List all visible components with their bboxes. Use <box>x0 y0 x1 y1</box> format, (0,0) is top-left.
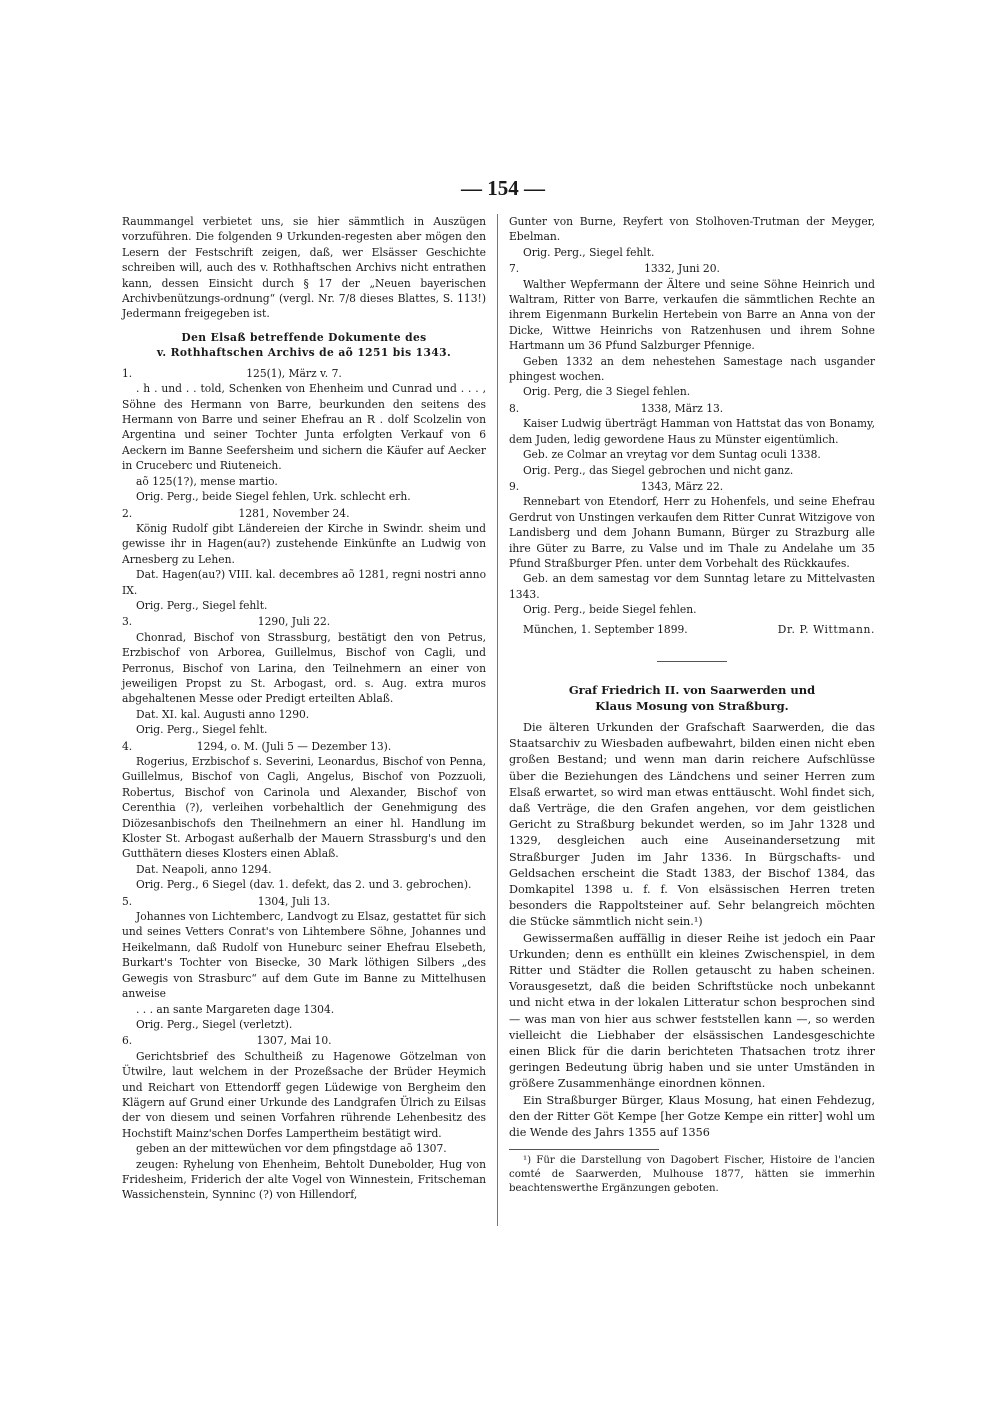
entry-number: 6. <box>122 1034 133 1048</box>
entry-date: 1338, März 13. <box>640 401 724 415</box>
entry-header <box>122 1033 486 1048</box>
document-entry <box>509 261 875 400</box>
entry-dating: geben an der mittewüchen vor dem pfingstdage aõ 1307. <box>136 1142 447 1156</box>
entry-regest: Chonrad, Bischof von Strassburg, bestätigt den von Petrus, Erzbischof von Arborea, Guillelmus, Bischof von Cagli, und Perronus, Bischof von Larina, den Teilnehmern an einer von jeweiligen Propst zu St. Arbogast, ord. s. Aug. extra muros abgehaltenen Messe oder Predigt erteilten Ablaß. <box>122 630 486 706</box>
entry-number: 2. <box>122 506 133 520</box>
entry-original-note: Orig. Perg., Siegel fehlt. <box>136 598 268 612</box>
intro-paragraph: Raummangel verbietet uns, sie hier sämmtlich in Auszügen vorzuführen. Die folgenden 9 Urkunden-regesten aber mögen den Lesern der Festschrift zeigen, daß, wer Elsässer Geschichte schreiben will, auch des v. Rothhaftschen Archivs nicht entrathen kann, dessen Einsicht durch § 17 der „Neuen bayerischen Archivbenützungs-ordnung“ (vergl. Nr. 7/8 dieses Blattes, S. 113!) Jedermann freigegeben ist. <box>122 215 486 321</box>
article-paragraph: Ein Straßburger Bürger, Klaus Mosung, hat einen Fehdezug, den der Ritter Göt Kempe [her Gotze Kempe ein ritter] wohl um die Wende des Jahrs 1355 auf 1356 <box>509 1093 875 1140</box>
article-title-line-2: Klaus Mosung von Straßburg. <box>595 698 789 713</box>
entry-original-note: Orig. Perg., das Siegel gebrochen und nicht ganz. <box>523 463 794 477</box>
right-column <box>509 214 875 1196</box>
document-entry <box>122 506 486 614</box>
entry-regest: Gerichtsbrief des Schultheiß zu Hagenowe Götzelman von Ütwilre, laut welchem in der Prozeßsache der Brüder Heymich und Reichart von Ettendorff gegen Lüdewige von Bergheim den Klägern auf Grund einer Urkunde des Landgrafen Ülrich zu Eilsas der von diesem und seinen Vorfahren rührende Lehenbesitz des Hochstift Mainz'schen Dorfes Lampertheim bestätigt wird. <box>122 1049 486 1140</box>
entry-number: 8. <box>509 401 520 415</box>
entry-regest: Johannes von Lichtemberc, Landvogt zu Elsaz, gestattet für sich und seines Vetters Conrat's von Lihtembere Söhne, Johannes und Heikelmann, daß Rudolf von Huneburc seiner Ehefrau Elsebeth, Burkart's Tochter von Bisecke, 30 Mark löthigen Silbers „des Gewegis von Strasburc“ auf dem Gute im Banne zu Mittelhusen anweise <box>122 910 486 1001</box>
entry-header <box>509 401 875 416</box>
left-column <box>122 214 486 1203</box>
article-paragraph: Gewissermaßen auffällig in dieser Reihe ist jedoch ein Paar Urkunden; denn es enthüllt ein kleines Zwischenspiel, in dem Ritter und Städter die Rollen getauscht zu haben scheinen. Vorausgesetzt, daß die beiden Schriftstücke noch unbekannt und nicht etwa in der lokalen Litteratur schon besprochen sind — was man von hier aus schwer feststellen kann —, so werden vielleicht die Liebhaber der elsässischen Landesgeschichte einen Blick für die darin berichteten Thatsachen trotz ihrer geringen Bedeutung übrig haben und sie unter Umständen in größere Zusammenhänge einordnen können. <box>509 931 875 1091</box>
entry-original-note: Orig. Perg., 6 Siegel (dav. 1. defekt, das 2. und 3. gebrochen). <box>136 878 472 892</box>
document-entry <box>122 894 486 1033</box>
entry-header <box>122 614 486 629</box>
entry-header <box>122 739 486 754</box>
entry-original-note: Orig. Perg., beide Siegel fehlen. <box>523 603 697 617</box>
entry-regest: König Rudolf gibt Ländereien der Kirche in Swindr. sheim und gewisse ihr in Hagen(au?) zustehende Einkünfte an Ludwig von Arnesberg zu Lehen. <box>122 521 486 566</box>
entry-header <box>509 261 875 276</box>
entry-header <box>509 479 875 494</box>
entry-date: 1332, Juni 20. <box>644 262 720 276</box>
entry-regest: . h . und . . told, Schenken von Ehenheim und Cunrad und . . . , Söhne des Hermann von Barre, beurkunden den seitens des Hermann von Barre und seiner Ehefrau an R . dolf Scolzelin von Argentina und seiner Tochter Junta erfolgten Verkauf von 6 Aeckern im Banne Seefersheim und sichern die Käufer auf Aecker in Cruceberc und Riuteneich. <box>122 382 486 473</box>
entry-number: 5. <box>122 894 133 908</box>
section-title-line-1: Den Elsaß betreffende Dokumente des <box>181 330 427 344</box>
page-number: — 154 — <box>461 176 545 200</box>
footnote-rule <box>509 1149 659 1150</box>
entry-original-note: Orig. Perg, die 3 Siegel fehlen. <box>523 385 691 399</box>
entry-witnesses: zeugen: Ryhelung von Ehenheim, Behtolt Dunebolder, Hug von Fridesheim, Friderich der alte Vogel von Winnestein, Fritscheman Wassichenstein, Synninc (?) von Hillendorf, <box>122 1157 486 1202</box>
article-title <box>509 682 875 714</box>
entry-header <box>122 506 486 521</box>
article-paragraph: Die älteren Urkunden der Grafschaft Saarwerden, die das Staatsarchiv zu Wiesbaden aufbewahrt, bilden einen nicht eben großen Bestand; und wenn man darin reichere Aufschlüsse über die Beziehungen des Ländchens und seiner Herren zum Elsaß erwartet, so wird man etwas enttäuscht. Wohl findet sich, daß Verträge, die den Grafen angehen, vor dem geistlichen Gericht zu Straßburg bekundet werden, so im Jahr 1328 und 1329, desgleichen auch eine Auseinandersetzung mit Straßburger Juden im Jahr 1336. In Bürgschafts- und Geldsachen erscheint die Stadt 1383, der Bischof 1384, das Domkapitel 1398 u. f. f. Von elsässischen Herren treten besonders die Rappoltsteiner auf. Sehr belangreich möchten die Stücke sämmtlich nicht sein.¹) <box>509 720 875 929</box>
document-entry <box>509 401 875 478</box>
entry-original-note: Orig. Perg., beide Siegel fehlen, Urk. schlecht erh. <box>136 490 411 504</box>
entry-number: 4. <box>122 739 133 753</box>
entry-original-note: Orig. Perg., Siegel fehlt. <box>136 723 268 737</box>
article-title-line-1: Graf Friedrich II. von Saarwerden und <box>568 682 816 697</box>
entry-date: 1294, o. M. (Juli 5 — Dezember 13). <box>196 739 392 753</box>
signature-line <box>509 622 875 637</box>
entry-regest: Rennebart von Etendorf, Herr zu Hohenfels, und seine Ehefrau Gerdrut von Unstingen verkaufen dem Ritter Cunrat Witzigove von Landisberg und dem Johann Bumann, Bürger zu Strazburg alle ihre Güter zu Barre, zu Valse und im Thale zu Andelahe um 35 Pfund Straßburger Pfen. unter dem Vorbehalt des Rückkaufes. <box>509 495 875 570</box>
entry-original-note: Orig. Perg., Siegel fehlt. <box>523 245 655 259</box>
entry-dating: Geb. an dem samestag vor dem Sunntag letare zu Mittelvasten 1343. <box>509 572 875 601</box>
document-entry <box>122 614 486 737</box>
entry-date: 1290, Juli 22. <box>257 615 331 629</box>
entry-dating: aõ 125(1?), mense martio. <box>136 474 278 488</box>
entry-dating: Geb. ze Colmar an vreytag vor dem Suntag oculi 1338. <box>523 448 821 462</box>
document-entry <box>122 739 486 893</box>
section-title <box>122 330 486 360</box>
entry-dating: Dat. XI. kal. Augusti anno 1290. <box>136 707 310 721</box>
entry-regest: Rogerius, Erzbischof s. Severini, Leonardus, Bischof von Penna, Guillelmus, Bischof von Cagli, Angelus, Bischof von Pozzuoli, Robertus, Bischof von Carinola und Alexander, Bischof von Cerenthia (?), verleihen vorbehaltlich der Genehmigung des Diözesanbischofs den Theilnehmern an einer hl. Handlung im Kloster St. Arbogast außerhalb der Mauern Strassburg's und den Gutthätern dieses Klosters einen Ablaß. <box>122 755 486 861</box>
entry-dating: . . . an sante Margareten dage 1304. <box>136 1002 335 1016</box>
continuation-text: Gunter von Burne, Reyfert von Stolhoven-Trutman der Meyger, Ebelman. <box>509 215 875 244</box>
entry-date: 1343, März 22. <box>640 479 724 493</box>
document-entry <box>122 366 486 505</box>
entry-number: 1. <box>122 366 133 380</box>
section-rule <box>657 661 727 662</box>
entry-number: 3. <box>122 615 133 629</box>
entry-header <box>122 366 486 381</box>
entry-header <box>122 894 486 909</box>
document-entry <box>122 1033 486 1202</box>
entry-original-note: Orig. Perg., Siegel (verletzt). <box>136 1017 293 1031</box>
column-divider <box>497 214 498 1226</box>
entry-number: 9. <box>509 479 520 493</box>
entry-dating: Dat. Neapoli, anno 1294. <box>136 862 272 876</box>
entry-date: 1281, November 24. <box>238 506 350 520</box>
section-title-line-2: v. Rothhaftschen Archivs de aõ 1251 bis 1343. <box>156 345 452 359</box>
signature-author: Dr. P. Wittmann. <box>777 622 875 636</box>
entry-date: 1304, Juli 13. <box>257 894 331 908</box>
entry-dating: Geben 1332 an dem nehestehen Samestage nach usgander phingest wochen. <box>509 354 875 384</box>
entry-date: 125(1), März v. 7. <box>246 366 342 380</box>
entry-number: 7. <box>509 262 520 276</box>
footnote: ¹) Für die Darstellung von Dagobert Fischer, Histoire de l'ancien comté de Saarwerden, Mulhouse 1877, hätten sie immerhin beachtenswerthe Ergänzungen geboten. <box>509 1155 875 1195</box>
document-entry <box>509 479 875 618</box>
entry-regest: Kaiser Ludwig überträgt Hamman von Hattstat das von Bonamy, dem Juden, ledig gewordene Haus zu Münster eigentümlich. <box>509 417 875 446</box>
signature-place-date: München, 1. September 1899. <box>523 622 688 636</box>
entry-date: 1307, Mai 10. <box>256 1034 332 1048</box>
entry-dating: Dat. Hagen(au?) VIII. kal. decembres aõ 1281, regni nostri anno IX. <box>122 568 486 597</box>
entry-regest: Walther Wepfermann der Ältere und seine Söhne Heinrich und Waltram, Ritter von Barre, verkaufen die sämmtlichen Rechte an ihrem Eigenmann Burkelin Hertebein von Barre an Anna von der Dicke, Wittwe Heinrichs von Ratzenhusen und ihrem Sohne Hartmann um 36 Pfund Salzburger Pfennige. <box>509 277 875 353</box>
